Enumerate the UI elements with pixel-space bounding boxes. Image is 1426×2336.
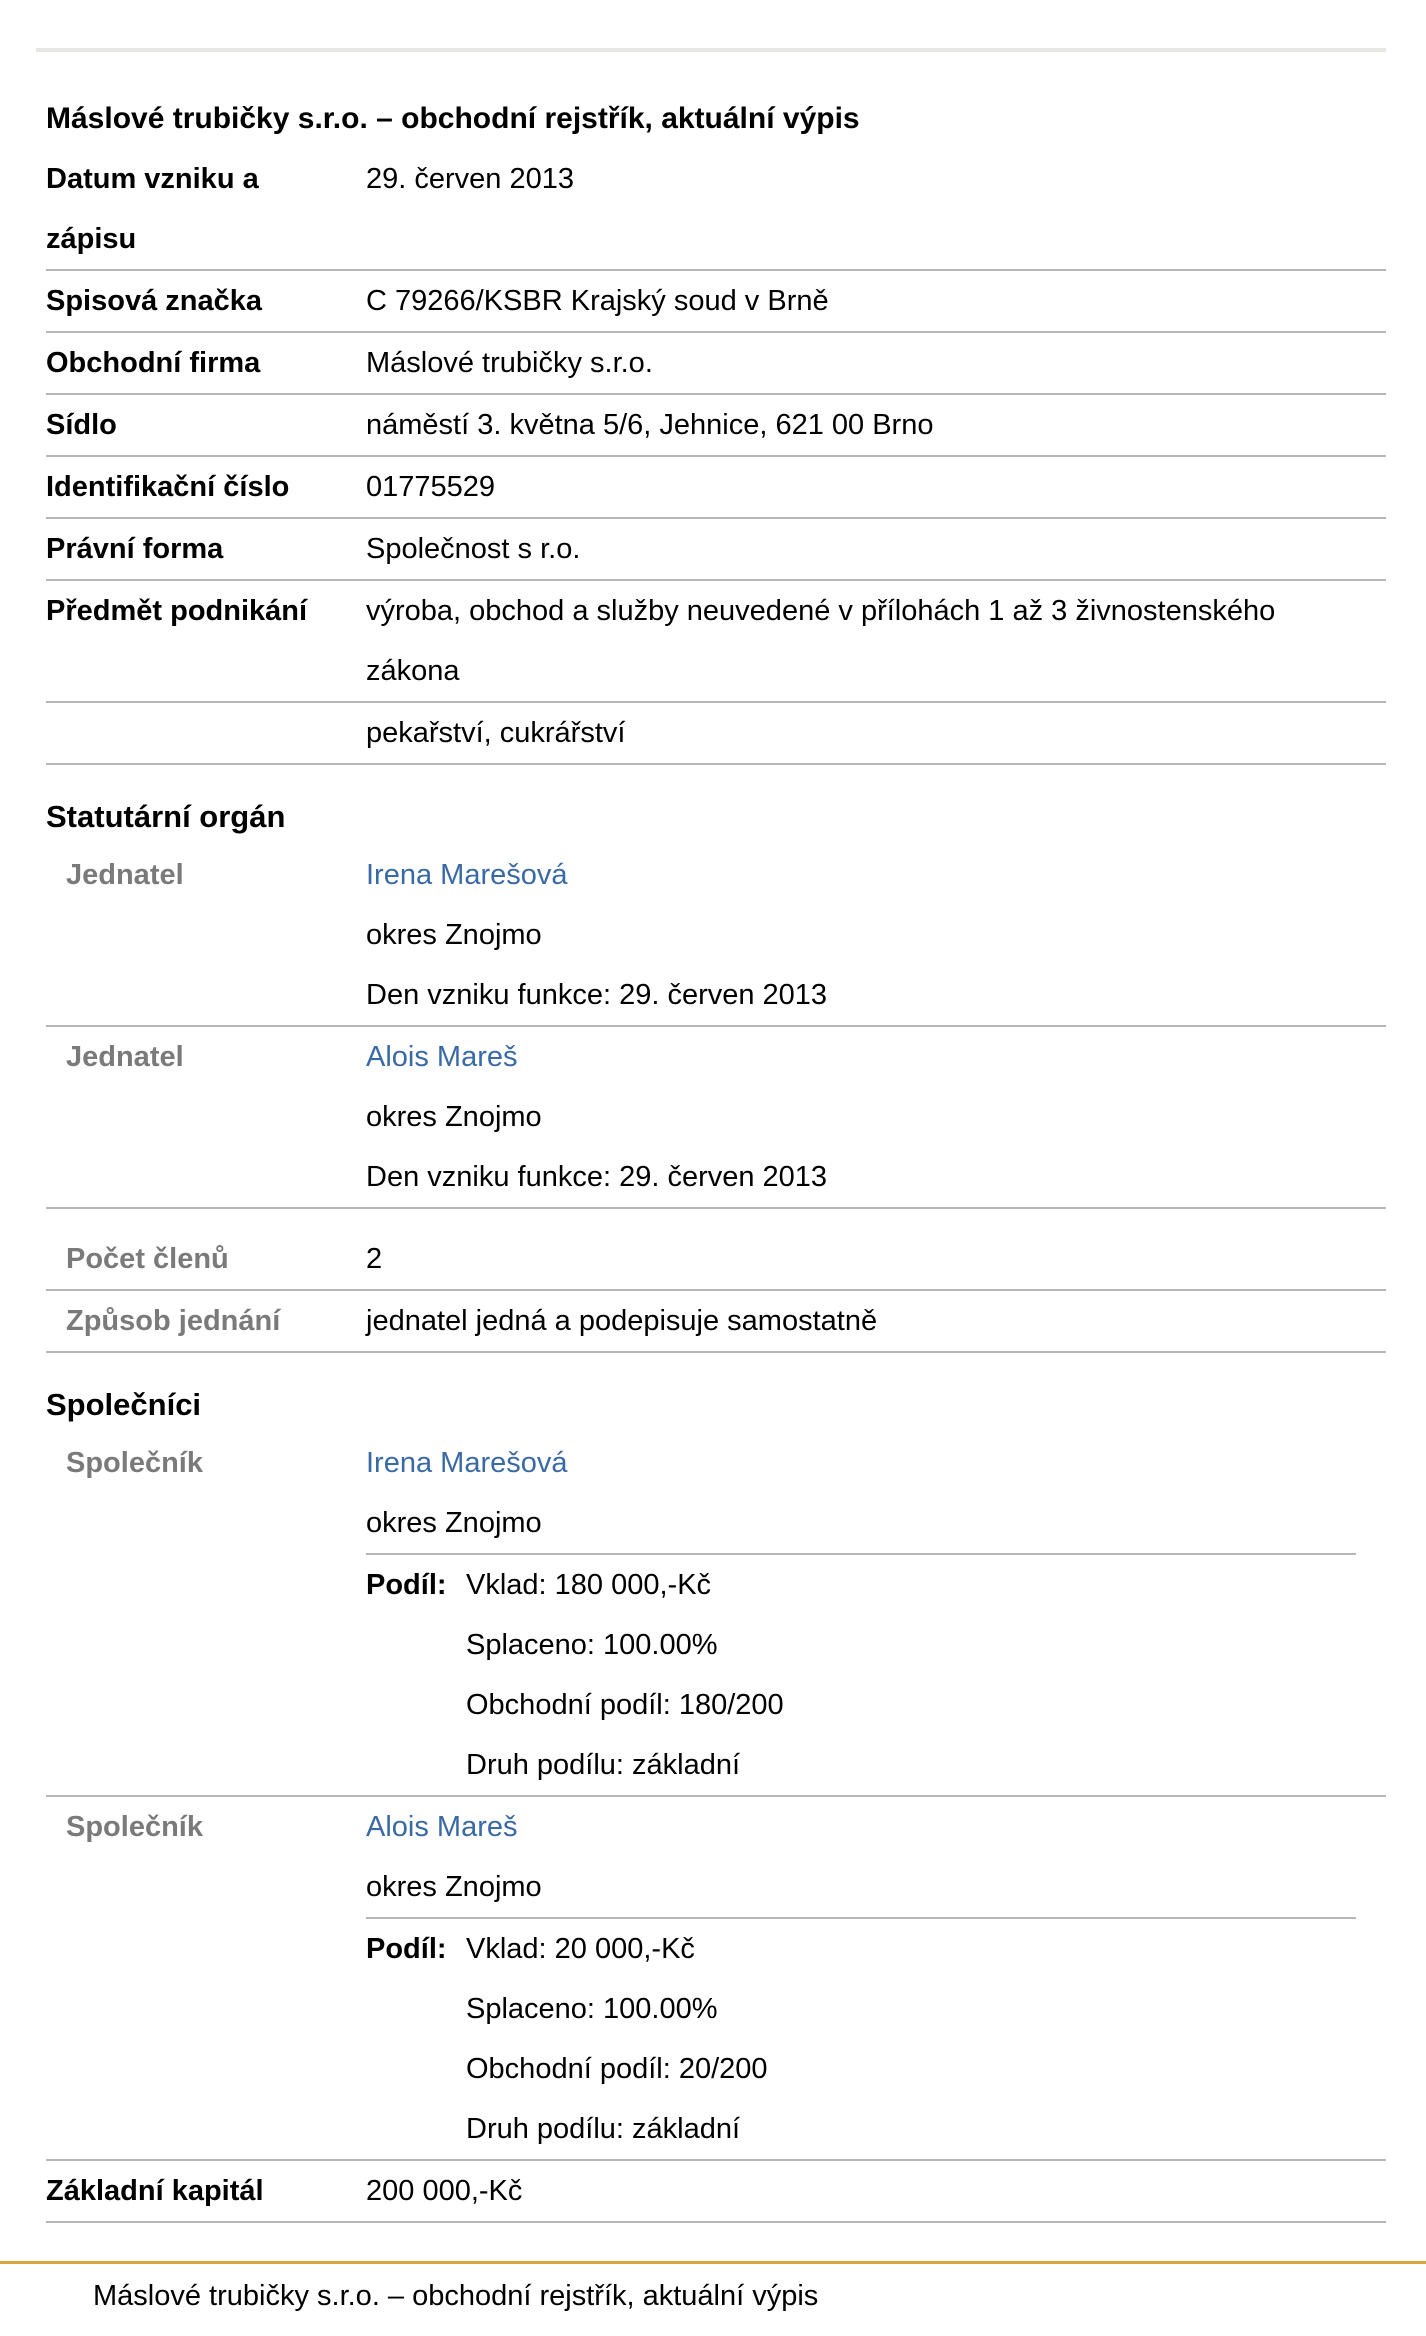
member-district: okres Znojmo [366,1101,542,1133]
row-value: 01775529 [366,471,496,503]
row-obchodni-firma [46,333,1386,395]
member-name-link[interactable]: Alois Mareš [366,1041,518,1073]
row-value: 200 000,-Kč [366,2175,523,2207]
row-value: C 79266/KSBR Krajský soud v Brně [366,285,829,317]
share-values [466,1555,1356,1795]
row-label: Identifikační číslo [46,471,290,503]
member-details [366,1027,1386,1207]
row-label: Předmět podnikání [46,595,308,627]
share-block [366,1553,1356,1795]
register-table [46,149,1386,2223]
row-label: Sídlo [46,409,117,441]
member-details [366,845,1386,1025]
row-ico [46,457,1386,519]
row-label: Právní forma [46,533,224,565]
row-label: Datum vzniku a zápisu [46,163,259,255]
share-values [466,1919,1356,2159]
shareholder [46,1797,1386,2161]
row-value: Máslové trubičky s.r.o. [366,347,653,379]
share-splaceno: Splaceno: 100.00% [466,1993,718,2025]
member-name-link[interactable]: Irena Marešová [366,1447,568,1479]
row-label: Spisová značka [46,285,262,317]
share-druh: Druh podílu: základní [466,1749,741,1781]
footer-text: Máslové trubičky s.r.o. – obchodní rejstřík, aktuální výpis [93,2280,819,2312]
member-details [366,1797,1386,2159]
share-label: Podíl: [366,1933,447,1965]
member-district: okres Znojmo [366,919,542,951]
row-value: výroba, obchod a služby neuvedené v přílohách 1 až 3 živnostenského zákona [366,595,1276,687]
row-value: pekařství, cukrářství [366,717,626,749]
member-since: Den vzniku funkce: 29. červen 2013 [366,979,828,1011]
row-value: Společnost s r.o. [366,533,581,565]
row-label: Obchodní firma [46,347,261,379]
statutory-member [46,1027,1386,1209]
row-zakladni-kapital [46,2161,1386,2223]
share-druh: Druh podílu: základní [466,2113,741,2145]
footer-divider [0,2261,1426,2264]
row-predmet-podnikani [46,581,1386,703]
member-role: Jednatel [66,1041,184,1073]
row-value: náměstí 3. května 5/6, Jehnice, 621 00 Brno [366,409,934,441]
member-name-link[interactable]: Irena Marešová [366,859,568,891]
member-district: okres Znojmo [366,1507,542,1539]
section-statutarni-organ: Statutární orgán [46,799,286,834]
member-role: Společník [66,1811,203,1843]
section-spolecnici: Společníci [46,1387,202,1422]
member-district: okres Znojmo [366,1871,542,1903]
member-details [366,1433,1386,1795]
row-datum-vzniku [46,149,1386,271]
page-title: Máslové trubičky s.r.o. – obchodní rejstřík, aktuální výpis [46,102,860,135]
share-block [366,1917,1356,2159]
row-label: Počet členů [66,1243,229,1275]
row-sidlo [46,395,1386,457]
member-name-link[interactable]: Alois Mareš [366,1811,518,1843]
member-role: Společník [66,1447,203,1479]
row-value: 29. červen 2013 [366,163,574,195]
row-value: 2 [366,1243,383,1275]
share-podil: Obchodní podíl: 180/200 [466,1689,784,1721]
share-vklad: Vklad: 20 000,-Kč [466,1933,695,1965]
row-value: jednatel jedná a podepisuje samostatně [366,1305,878,1337]
statutory-member [46,845,1386,1027]
member-role: Jednatel [66,859,184,891]
row-zpusob-jednani [46,1291,1386,1353]
row-pravni-forma [46,519,1386,581]
share-podil: Obchodní podíl: 20/200 [466,2053,768,2085]
shareholder [46,1433,1386,1797]
row-label: Základní kapitál [46,2175,264,2207]
row-label-empty [46,703,366,763]
share-label: Podíl: [366,1569,447,1601]
row-spisova-znacka [46,271,1386,333]
top-divider [36,48,1386,52]
share-splaceno: Splaceno: 100.00% [466,1629,718,1661]
row-pocet-clenu [46,1209,1386,1291]
row-predmet-podnikani-2 [46,703,1386,765]
share-vklad: Vklad: 180 000,-Kč [466,1569,712,1601]
row-label: Způsob jednání [66,1305,281,1337]
member-since: Den vzniku funkce: 29. červen 2013 [366,1161,828,1193]
